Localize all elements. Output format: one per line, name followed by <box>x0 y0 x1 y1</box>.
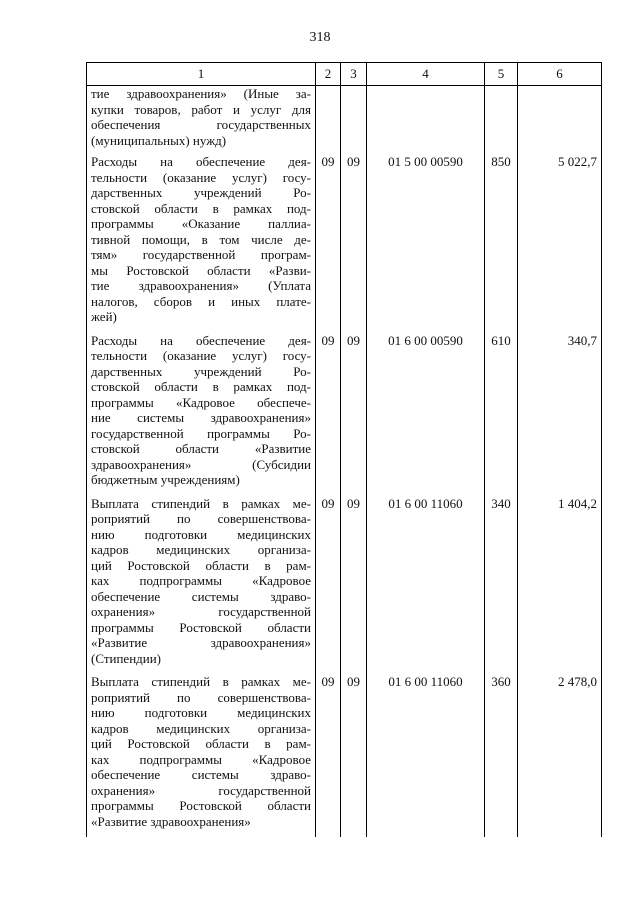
description-line: программы «Оказание паллиа- <box>91 216 311 231</box>
description-line: обеспечение системы здраво- <box>91 588 311 604</box>
description-line: государственной программы Ро- <box>91 425 311 441</box>
description-line: программы Ростовской области <box>91 619 311 635</box>
target-article-cell: 01 6 00 11060 <box>367 674 485 837</box>
description-line: «Развитие здравоохранения» <box>91 635 311 650</box>
description-cell <box>87 674 316 837</box>
expense-type-cell: 340 <box>485 496 518 675</box>
expense-type-cell <box>485 86 518 155</box>
section-cell: 09 <box>316 333 341 496</box>
description-line: роприятий по совершенствова- <box>91 689 311 705</box>
description-cell <box>87 86 316 155</box>
table-body <box>87 86 602 838</box>
description-line: нию подготовки медицинских <box>91 705 311 720</box>
description-line: тям» государственной програм- <box>91 247 311 262</box>
table-row <box>87 496 602 675</box>
subsection-cell: 09 <box>341 333 367 496</box>
description-line: стовской области в рамках под- <box>91 200 311 216</box>
description-line: тие здравоохранения» (Уплата <box>91 278 311 293</box>
description-line: роприятий по совершенствова- <box>91 511 311 526</box>
description-line: Выплата стипендий в рамках ме- <box>91 495 311 511</box>
description-line: программы Ростовской области <box>91 798 311 813</box>
table-row <box>87 333 602 496</box>
amount-cell: 1 404,2 <box>518 496 602 675</box>
target-article-cell: 01 6 00 00590 <box>367 333 485 496</box>
description-cell <box>87 496 316 675</box>
column-header: 2 <box>316 63 341 86</box>
description-line: кадров медицинских организа- <box>91 720 311 736</box>
description-line: мы Ростовской области «Разви- <box>91 262 311 278</box>
column-header: 5 <box>485 63 518 86</box>
description-line: купки товаров, работ и услуг для <box>91 101 311 117</box>
description-line: здравоохранения» (Субсидии <box>91 456 311 472</box>
description-line: (Стипендии) <box>91 650 162 666</box>
target-article-cell: 01 6 00 11060 <box>367 496 485 675</box>
page-number: 318 <box>309 30 331 45</box>
expense-type-cell: 850 <box>485 154 518 333</box>
description-cell <box>87 333 316 496</box>
description-line: обеспечения государственных <box>91 117 311 132</box>
table-row <box>87 674 602 837</box>
description-line: стовской области в рамках под- <box>91 379 311 394</box>
description-line: охранения» государственной <box>91 604 311 619</box>
expense-type-cell: 360 <box>485 674 518 837</box>
subsection-cell: 09 <box>341 674 367 837</box>
expense-type-cell: 610 <box>485 333 518 496</box>
description-line: кадров медицинских организа- <box>91 542 311 557</box>
amount-cell <box>518 86 602 155</box>
section-cell: 09 <box>316 674 341 837</box>
description-line: налогов, сборов и иных плате- <box>91 293 311 309</box>
budget-table <box>86 62 602 837</box>
description-line: (муниципальных) нужд) <box>91 132 227 148</box>
description-line: дарственных учреждений Ро- <box>91 185 311 200</box>
section-cell <box>316 86 341 155</box>
table-row <box>87 154 602 333</box>
description-line: бюджетным учреждениям) <box>91 472 240 487</box>
description-line: «Развитие здравоохранения» <box>91 813 251 829</box>
description-line: охранения» государственной <box>91 782 311 798</box>
section-cell: 09 <box>316 154 341 333</box>
column-header: 1 <box>87 63 316 86</box>
description-line: ций Ростовской области в рам- <box>91 736 311 751</box>
description-line: нию подготовки медицинских <box>91 526 311 542</box>
description-line: тельности (оказание услуг) госу- <box>91 169 311 185</box>
amount-cell: 5 022,7 <box>518 154 602 333</box>
description-line: Расходы на обеспечение дея- <box>91 332 311 348</box>
description-line: стовской области «Развитие <box>91 441 311 456</box>
column-header: 6 <box>518 63 602 86</box>
column-header: 4 <box>367 63 485 86</box>
description-line: дарственных учреждений Ро- <box>91 363 311 379</box>
section-cell: 09 <box>316 496 341 675</box>
description-line: ках подпрограммы «Кадровое <box>91 573 311 588</box>
description-line: программы «Кадровое обеспече- <box>91 394 311 410</box>
table-row <box>87 86 602 155</box>
subsection-cell <box>341 86 367 155</box>
description-line: Выплата стипендий в рамках ме- <box>91 674 311 689</box>
description-line: тие здравоохранения» (Иные за- <box>91 86 311 101</box>
description-line: обеспечение системы здраво- <box>91 767 311 782</box>
description-cell <box>87 154 316 333</box>
description-line: тельности (оказание услуг) госу- <box>91 348 311 363</box>
description-line: ние системы здравоохранения» <box>91 410 311 425</box>
description-line: жей) <box>91 309 117 324</box>
column-header: 3 <box>341 63 367 86</box>
amount-cell: 2 478,0 <box>518 674 602 837</box>
target-article-cell: 01 5 00 00590 <box>367 154 485 333</box>
target-article-cell <box>367 86 485 155</box>
amount-cell: 340,7 <box>518 333 602 496</box>
description-line: тивной помощи, в том числе де- <box>91 231 311 247</box>
description-line: ках подпрограммы «Кадровое <box>91 751 311 767</box>
description-line: ций Ростовской области в рам- <box>91 557 311 573</box>
description-line: Расходы на обеспечение дея- <box>91 154 311 169</box>
subsection-cell: 09 <box>341 496 367 675</box>
subsection-cell: 09 <box>341 154 367 333</box>
table-header-row <box>87 63 602 86</box>
